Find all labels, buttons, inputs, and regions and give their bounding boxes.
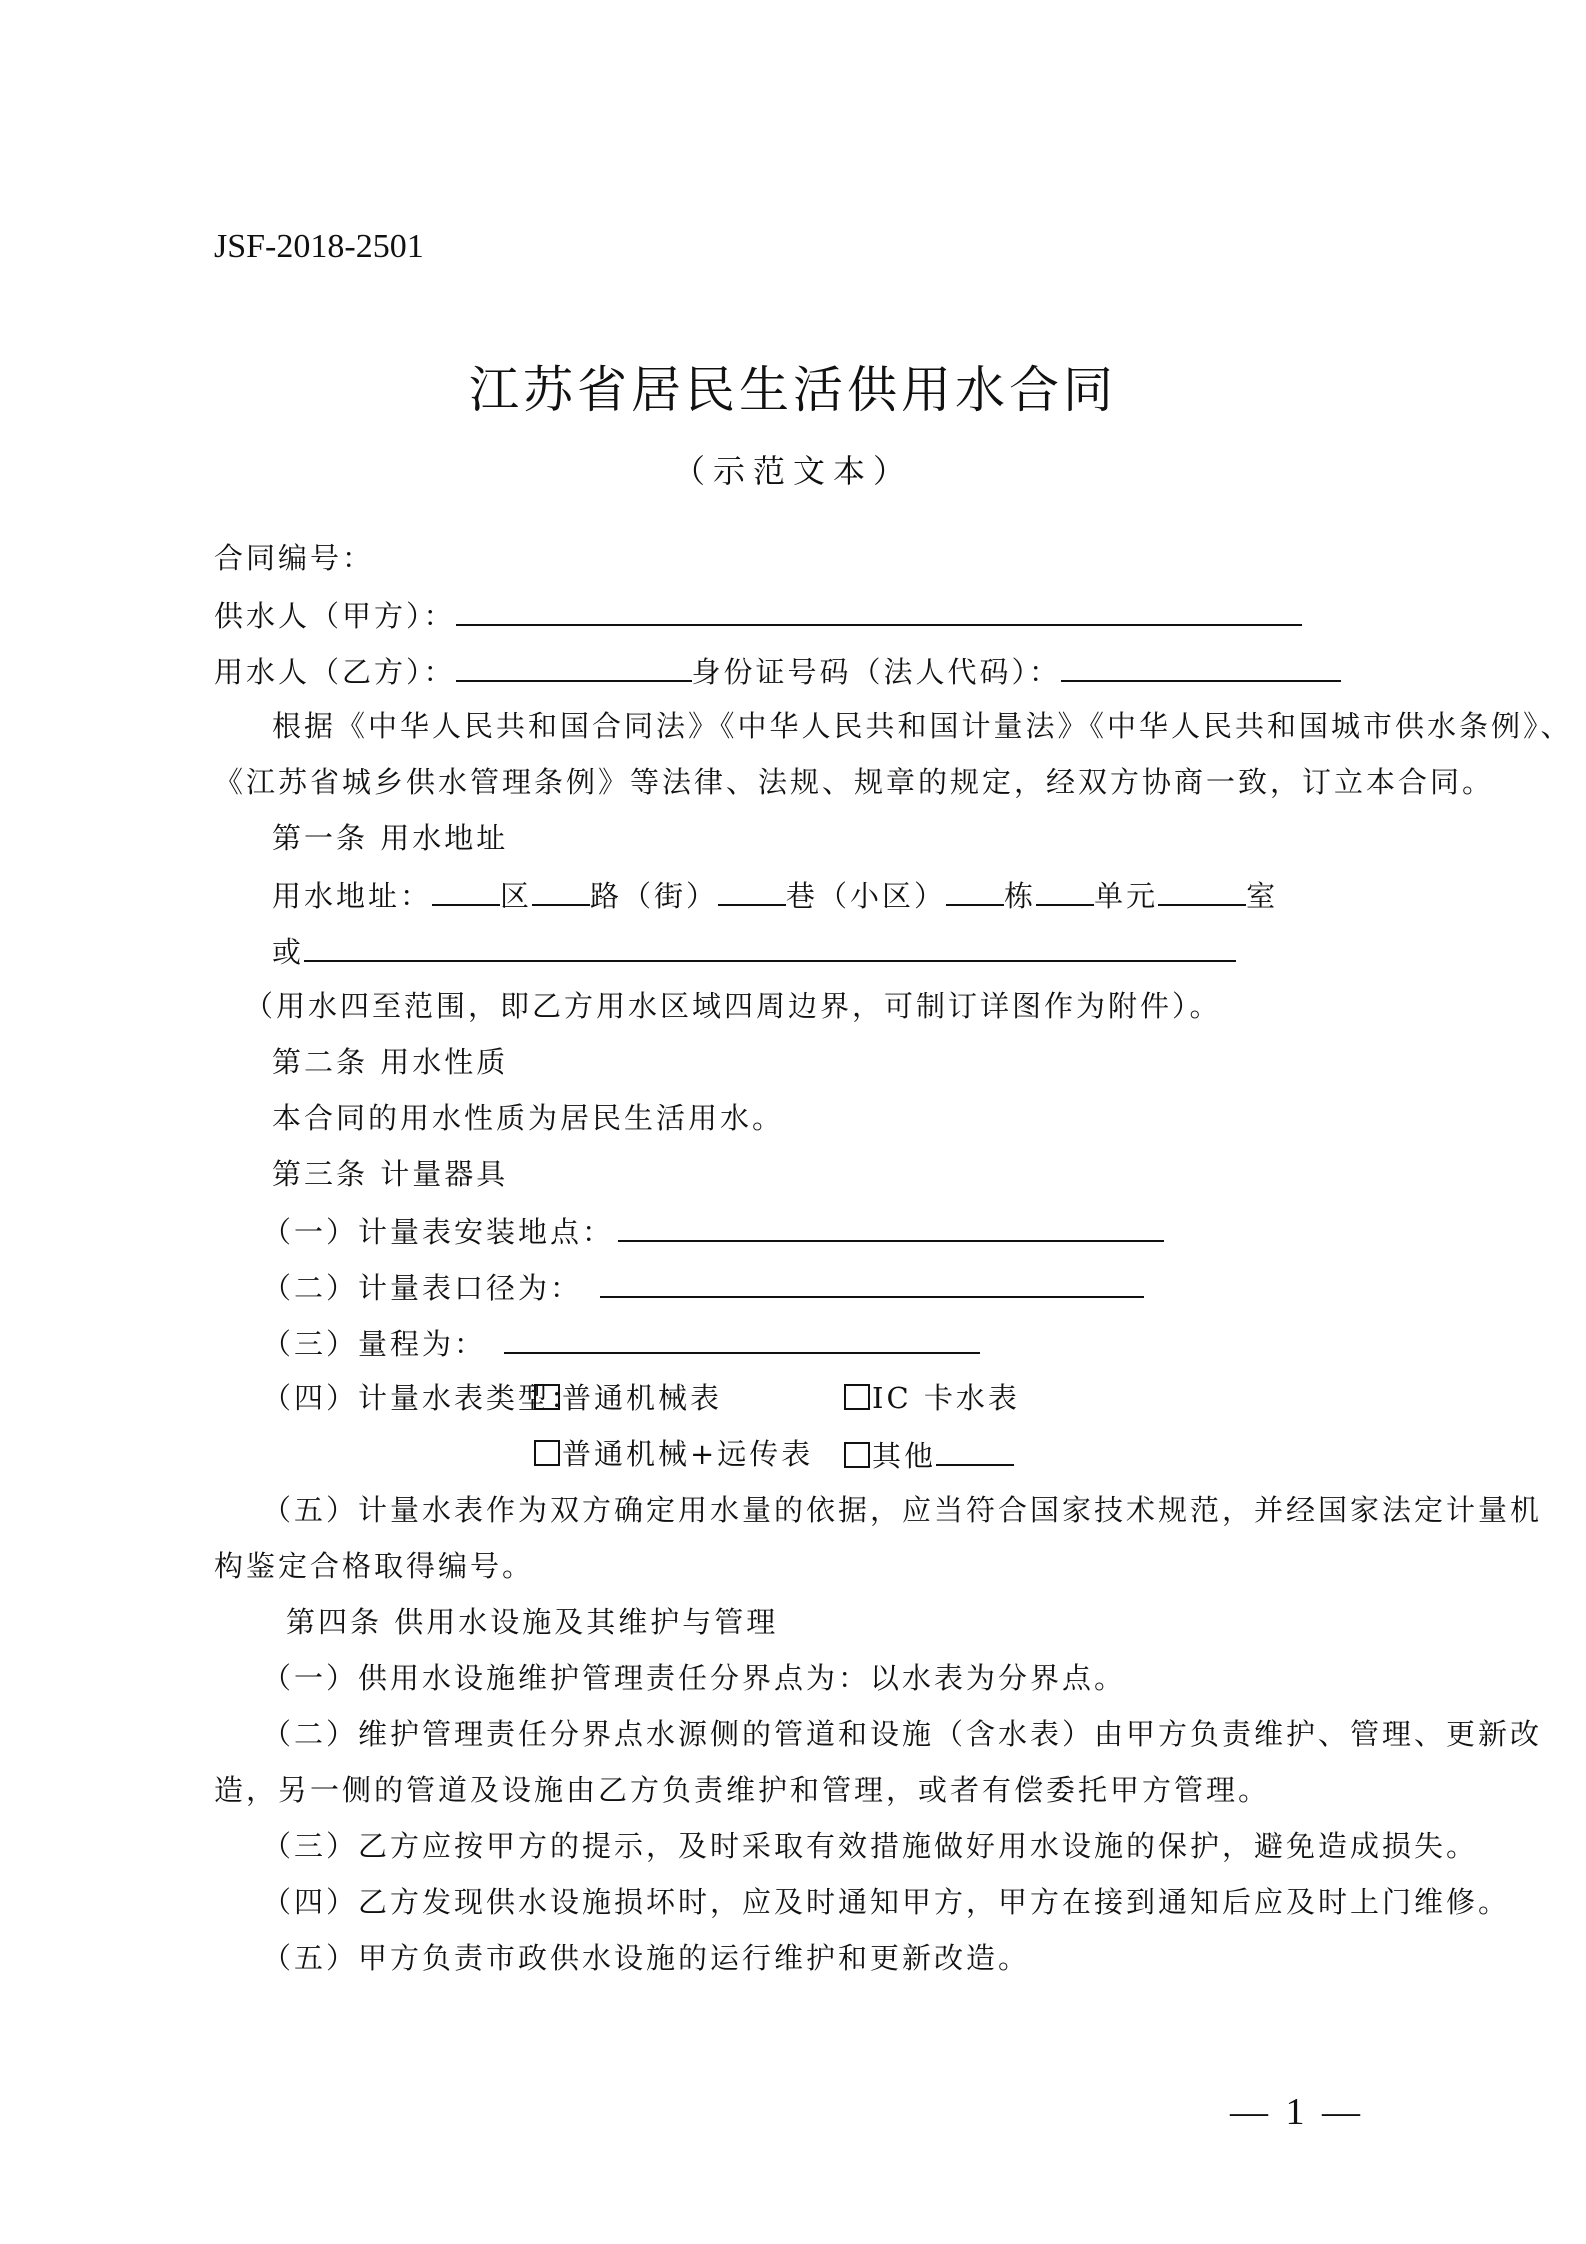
- unit-blank: [1036, 874, 1094, 906]
- contract-number-label: 合同编号：: [214, 541, 375, 575]
- meter-option-mechanical[interactable]: [534, 1378, 722, 1418]
- id-number-blank: [1061, 650, 1341, 682]
- article-4-item-2-line-1: （二）维护管理责任分界点水源侧的管道和设施（含水表）由甲方负责维护、管理、更新改: [262, 1717, 1543, 1751]
- preamble-line-1: 根据《中华人民共和国合同法》《中华人民共和国计量法》《中华人民共和国城市供水条例》、: [272, 709, 1573, 743]
- article-1-heading: 第一条 用水地址: [272, 821, 509, 855]
- lane-unit: 巷（小区）: [786, 879, 947, 913]
- meter-option-other-blank: [936, 1434, 1014, 1466]
- address-line: [272, 874, 1278, 916]
- meter-caliber-field: [262, 1266, 1144, 1308]
- page-number: — 1 —: [1230, 2091, 1364, 2133]
- room-blank: [1158, 874, 1246, 906]
- meter-range-field: [262, 1322, 980, 1364]
- supplier-field: [214, 594, 1302, 636]
- preamble-line-2: 《江苏省城乡供水管理条例》等法律、法规、规章的规定，经双方协商一致，订立本合同。: [214, 765, 1495, 799]
- meter-range-blank: [504, 1322, 980, 1354]
- article-4-item-4: （四）乙方发现供水设施损坏时，应及时通知甲方，甲方在接到通知后应及时上门维修。: [262, 1885, 1511, 1919]
- supplier-blank: [456, 594, 1302, 626]
- article-4-heading: 第四条 供用水设施及其维护与管理: [286, 1605, 779, 1639]
- or-label: 或: [272, 935, 305, 969]
- article-4-item-2-line-2: 造，另一侧的管道及设施由乙方负责维护和管理，或者有偿委托甲方管理。: [214, 1773, 1271, 1807]
- road-unit: 路（街）: [590, 879, 719, 913]
- meter-location-field: [262, 1210, 1164, 1252]
- checkbox-icon: [844, 1384, 870, 1410]
- user-label: 用水人（乙方）：: [214, 655, 456, 689]
- meter-option-other[interactable]: [844, 1434, 1014, 1476]
- meter-option-remote[interactable]: [534, 1434, 813, 1474]
- address-label: 用水地址：: [272, 879, 433, 913]
- district-unit: 区: [500, 879, 533, 913]
- alt-address-line: [272, 930, 1236, 972]
- road-blank: [532, 874, 590, 906]
- article-2-heading: 第二条 用水性质: [272, 1045, 509, 1079]
- document-code: JSF-2018-2501: [214, 228, 424, 265]
- meter-location-label: （一）计量表安装地点：: [262, 1215, 615, 1249]
- meter-range-label: （三）量程为：: [262, 1327, 487, 1361]
- checkbox-icon: [534, 1440, 560, 1466]
- meter-option-remote-label: 普通机械+远传表: [562, 1437, 814, 1471]
- building-unit: 栋: [1004, 879, 1037, 913]
- meter-caliber-blank: [600, 1266, 1144, 1298]
- district-blank: [432, 874, 500, 906]
- meter-option-ic-card[interactable]: [844, 1378, 1020, 1418]
- article-4-item-5: （五）甲方负责市政供水设施的运行维护和更新改造。: [262, 1941, 1031, 1975]
- article-3-heading: 第三条 计量器具: [272, 1157, 509, 1191]
- building-blank: [946, 874, 1004, 906]
- meter-basis-line-2: 构鉴定合格取得编号。: [214, 1549, 535, 1583]
- checkbox-icon: [534, 1384, 560, 1410]
- meter-option-other-label: 其他: [872, 1439, 937, 1473]
- lane-blank: [718, 874, 786, 906]
- alt-address-blank: [304, 930, 1236, 962]
- meter-option-ic-card-label: IC 卡水表: [872, 1381, 1020, 1415]
- address-range-note: （用水四至范围，即乙方用水区域四周边界，可制订详图作为附件）。: [244, 989, 1222, 1023]
- user-field: [214, 650, 1341, 692]
- meter-location-blank: [618, 1210, 1164, 1242]
- meter-caliber-label: （二）计量表口径为：: [262, 1271, 583, 1305]
- user-blank: [456, 650, 692, 682]
- document-title: 江苏省居民生活供用水合同: [469, 361, 1117, 419]
- room-unit: 室: [1246, 879, 1279, 913]
- meter-type-label: （四）计量水表类型：: [262, 1381, 583, 1415]
- article-4-item-1: （一）供用水设施维护管理责任分界点为：以水表为分界点。: [262, 1661, 1127, 1695]
- article-4-item-3: （三）乙方应按甲方的提示，及时采取有效措施做好用水设施的保护，避免造成损失。: [262, 1829, 1479, 1863]
- article-2-body: 本合同的用水性质为居民生活用水。: [272, 1101, 785, 1135]
- document-subtitle: （示范文本）: [672, 452, 913, 490]
- id-number-label: 身份证号码（法人代码）：: [691, 655, 1062, 689]
- unit-unit: 单元: [1094, 879, 1159, 913]
- meter-basis-line-1: （五）计量水表作为双方确定用水量的依据，应当符合国家技术规范，并经国家法定计量机: [262, 1493, 1543, 1527]
- meter-option-mechanical-label: 普通机械表: [562, 1381, 723, 1415]
- supplier-label: 供水人（甲方）：: [214, 599, 456, 633]
- checkbox-icon: [844, 1442, 870, 1468]
